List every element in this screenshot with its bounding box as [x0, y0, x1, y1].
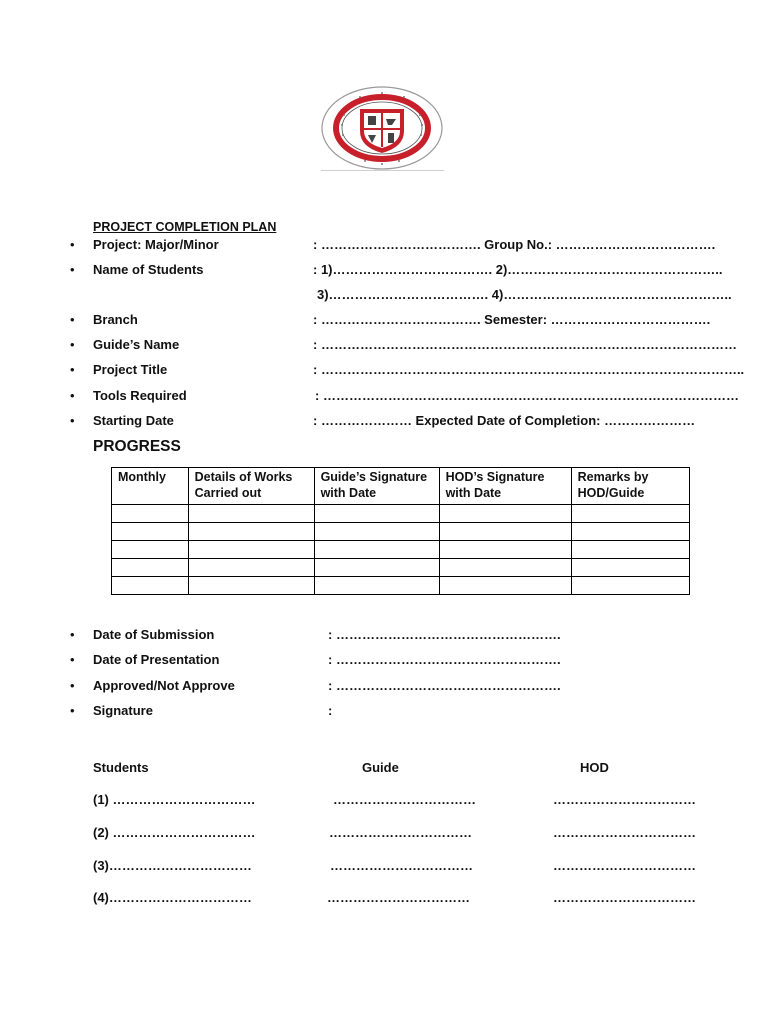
- bullet-icon: •: [70, 362, 75, 377]
- submission-value-field[interactable]: :: [328, 703, 333, 718]
- detail-value-field[interactable]: : ………………………………. Semester: ……………………………….: [313, 312, 711, 327]
- progress-column-header: [314, 468, 439, 505]
- signature-header: Students: [93, 760, 149, 775]
- detail-label: Project: Major/Minor: [93, 237, 219, 252]
- table-cell[interactable]: [314, 559, 439, 577]
- table-row: [112, 559, 690, 577]
- detail-label: Branch: [93, 312, 138, 327]
- bullet-icon: •: [70, 312, 75, 327]
- progress-table-header-row: [112, 468, 690, 505]
- bullet-icon: •: [70, 262, 75, 277]
- detail-value-field[interactable]: : ………………… Expected Date of Completion: …………………: [313, 413, 696, 428]
- table-cell[interactable]: [439, 577, 571, 595]
- table-cell[interactable]: [571, 505, 689, 523]
- column-header-line2: with Date: [320, 486, 377, 500]
- table-row: [112, 577, 690, 595]
- column-header-line2: HOD/Guide: [577, 486, 645, 500]
- column-header-line2: Carried out: [194, 486, 262, 500]
- column-header-line1: Remarks by: [577, 470, 649, 484]
- detail-label: Guide’s Name: [93, 337, 180, 352]
- progress-column-header: [571, 468, 689, 505]
- bullet-icon: •: [70, 413, 75, 428]
- detail-value-field[interactable]: : 1)………………………………. 2)…………………………………………..: [313, 262, 723, 277]
- table-cell[interactable]: [439, 505, 571, 523]
- detail-value-field[interactable]: : ………………………………. Group No.: ……………………………….: [313, 237, 716, 252]
- table-cell[interactable]: [571, 559, 689, 577]
- table-cell[interactable]: [314, 505, 439, 523]
- detail-label: Starting Date: [93, 413, 174, 428]
- guide-signature-field[interactable]: ……………………………: [330, 858, 473, 873]
- detail-value-field[interactable]: : ……………………………………………………………………………………: [313, 337, 737, 352]
- table-cell[interactable]: [571, 577, 689, 595]
- student-signature-field[interactable]: (1) ……………………………: [93, 792, 256, 807]
- submission-value-field[interactable]: : …………………………………………….: [328, 627, 561, 642]
- guide-signature-field[interactable]: ……………………………: [327, 890, 470, 905]
- detail-value-field[interactable]: : ……………………………………………………………………………………..: [313, 362, 745, 377]
- bullet-icon: •: [70, 703, 75, 718]
- table-cell[interactable]: [188, 505, 314, 523]
- table-cell[interactable]: [188, 559, 314, 577]
- table-cell[interactable]: [112, 523, 189, 541]
- college-logo-seal: [320, 85, 444, 171]
- detail-label: Tools Required: [93, 388, 187, 403]
- progress-column-header: [439, 468, 571, 505]
- bullet-icon: •: [70, 337, 75, 352]
- hod-signature-field[interactable]: ……………………………: [553, 858, 696, 873]
- logo-underline: [321, 170, 444, 171]
- column-header-line2: with Date: [445, 486, 502, 500]
- student-signature-field[interactable]: (3)……………………………: [93, 858, 252, 873]
- bullet-icon: •: [70, 237, 75, 252]
- table-row: [112, 505, 690, 523]
- signature-header: HOD: [580, 760, 609, 775]
- table-cell[interactable]: [439, 559, 571, 577]
- progress-column-header: [112, 468, 189, 505]
- student-signature-field[interactable]: (2) ……………………………: [93, 825, 256, 840]
- table-cell[interactable]: [314, 577, 439, 595]
- column-header-line1: Details of Works: [194, 470, 293, 484]
- progress-table: [111, 467, 690, 595]
- bullet-icon: •: [70, 652, 75, 667]
- table-cell[interactable]: [112, 541, 189, 559]
- table-cell[interactable]: [439, 523, 571, 541]
- table-cell[interactable]: [112, 577, 189, 595]
- table-cell[interactable]: [188, 523, 314, 541]
- table-cell[interactable]: [188, 577, 314, 595]
- progress-heading: PROGRESS: [93, 438, 181, 455]
- submission-value-field[interactable]: : …………………………………………….: [328, 678, 561, 693]
- table-cell[interactable]: [439, 541, 571, 559]
- detail-label: Name of Students: [93, 262, 204, 277]
- submission-label: Approved/Not Approve: [93, 678, 235, 693]
- table-cell[interactable]: [112, 505, 189, 523]
- detail-label: Project Title: [93, 362, 168, 377]
- column-header-line1: HOD’s Signature: [445, 470, 545, 484]
- submission-value-field[interactable]: : …………………………………………….: [328, 652, 561, 667]
- signature-header: Guide: [362, 760, 399, 775]
- form-title: PROJECT COMPLETION PLAN: [93, 220, 277, 234]
- table-cell[interactable]: [314, 541, 439, 559]
- table-cell[interactable]: [314, 523, 439, 541]
- table-cell[interactable]: [571, 523, 689, 541]
- table-row: [112, 523, 690, 541]
- bullet-icon: •: [70, 678, 75, 693]
- column-header-line1: Monthly: [118, 470, 166, 484]
- guide-signature-field[interactable]: ……………………………: [333, 792, 476, 807]
- hod-signature-field[interactable]: ……………………………: [553, 792, 696, 807]
- guide-signature-field[interactable]: ……………………………: [329, 825, 472, 840]
- submission-label: Signature: [93, 703, 153, 718]
- table-cell[interactable]: [188, 541, 314, 559]
- table-cell[interactable]: [112, 559, 189, 577]
- table-row: [112, 541, 690, 559]
- submission-label: Date of Submission: [93, 627, 215, 642]
- table-cell[interactable]: [571, 541, 689, 559]
- hod-signature-field[interactable]: ……………………………: [553, 890, 696, 905]
- progress-column-header: [188, 468, 314, 505]
- detail-value-field[interactable]: : ……………………………………………………………………………………: [315, 388, 739, 403]
- detail-value-field[interactable]: 3)………………………………. 4)……………………………………………..: [317, 287, 732, 302]
- column-header-line1: Guide’s Signature: [320, 470, 428, 484]
- bullet-icon: •: [70, 388, 75, 403]
- student-signature-field[interactable]: (4)……………………………: [93, 890, 252, 905]
- submission-label: Date of Presentation: [93, 652, 220, 667]
- bullet-icon: •: [70, 627, 75, 642]
- hod-signature-field[interactable]: ……………………………: [553, 825, 696, 840]
